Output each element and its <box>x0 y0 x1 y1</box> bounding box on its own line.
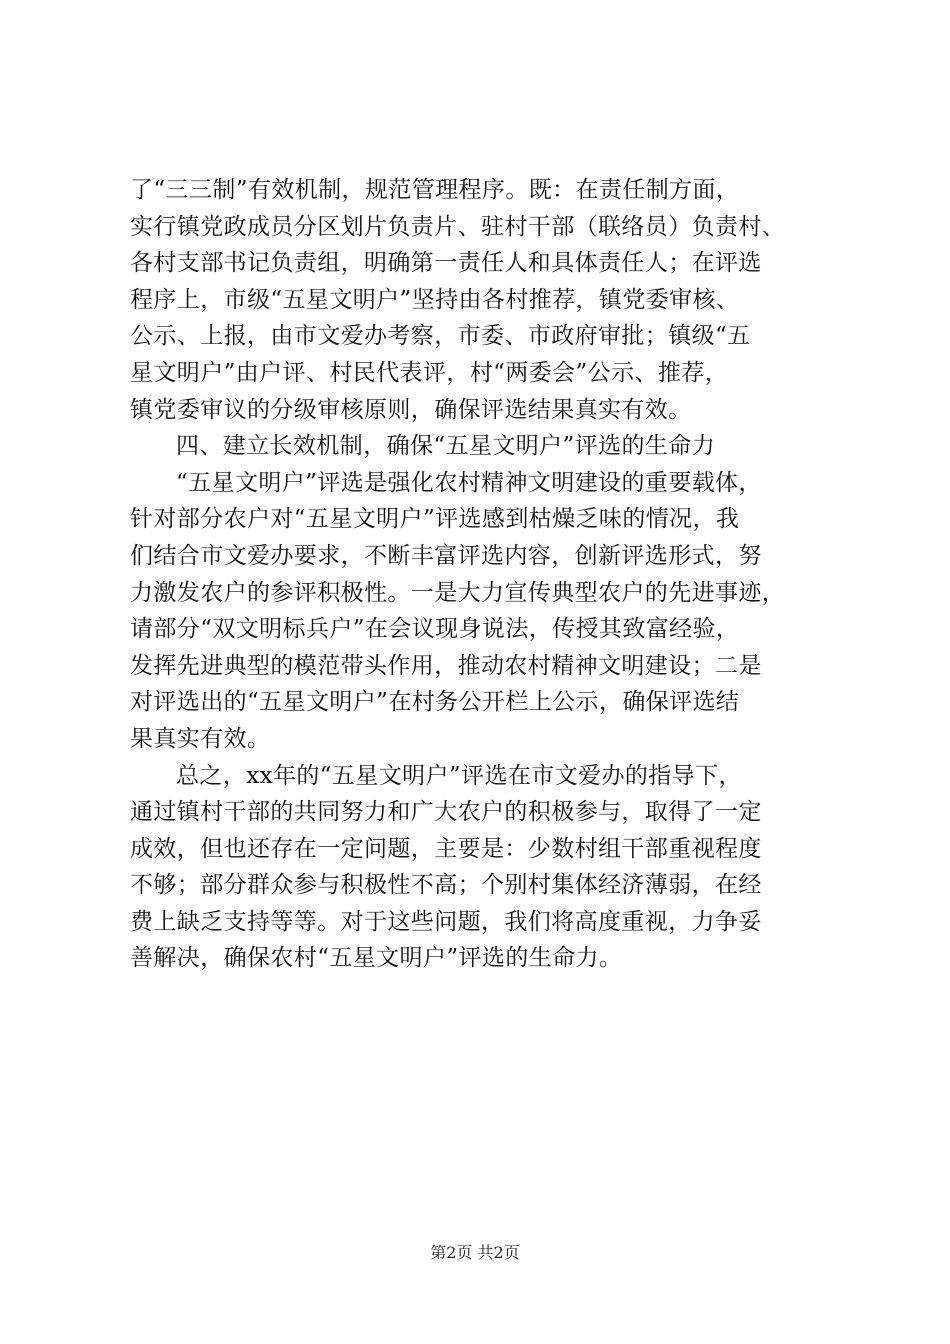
text-line: 各村支部书记负责组，明确第一责任人和具体责任人；在评选 <box>130 250 762 277</box>
paragraph-start-line: “五星文明户”评选是强化农村精神文明建设的重要载体， <box>176 469 762 496</box>
section-heading: 四、建立长效机制，确保“五星文明户”评选的生命力 <box>176 433 716 460</box>
page-number-footer: 第2页 共2页 <box>430 1243 520 1262</box>
text-line: 不够；部分群众参与积极性不高；个别村集体经济薄弱，在经 <box>130 872 762 899</box>
text-line: 成效，但也还存在一定问题，主要是：少数村组干部重视程度 <box>130 835 762 862</box>
text-line: 公示、上报，由市文爱办考察，市委、市政府审批；镇级“五 <box>130 323 751 350</box>
document-body <box>130 172 830 977</box>
paragraph-start-line: 总之，xx年的“五星文明户”评选在市文爱办的指导下， <box>176 762 742 789</box>
text-line: 星文明户”由户评、村民代表评，村“两委会”公示、推荐， <box>130 359 729 386</box>
text-line: 请部分“双文明标兵户”在会议现身说法，传授其致富经验， <box>130 616 740 643</box>
text-line: 发挥先进典型的模范带头作用，推动农村精神文明建设；二是 <box>130 652 762 679</box>
text-line: 程序上，市级“五星文明户”坚持由各村推荐，镇党委审核、 <box>130 286 740 313</box>
text-line: 镇党委审议的分级审核原则，确保评选结果真实有效。 <box>130 396 692 423</box>
text-line: 善解决，确保农村“五星文明户”评选的生命力。 <box>130 945 623 972</box>
text-line: 们结合市文爱办要求，不断丰富评选内容，创新评选形式，努 <box>130 542 762 569</box>
text-line: 了“三三制”有效机制，规范管理程序。既：在责任制方面， <box>130 177 740 203</box>
text-line: 针对部分农户对“五星文明户”评选感到枯燥乏味的情况，我 <box>130 506 740 533</box>
text-line: 实行镇党政成员分区划片负责片、驻村干部（联络员）负责村、 <box>130 213 786 240</box>
text-line: 果真实有效。 <box>130 725 271 752</box>
text-line: 通过镇村干部的共同努力和广大农户的积极参与，取得了一定 <box>130 799 762 826</box>
text-line: 对评选出的“五星文明户”在村务公开栏上公示，确保评选结 <box>130 689 740 716</box>
text-line: 力激发农户的参评积极性。一是大力宣传典型农户的先进事迹， <box>130 579 786 606</box>
text-line: 费上缺乏支持等等。对于这些问题，我们将高度重视，力争妥 <box>130 908 762 935</box>
